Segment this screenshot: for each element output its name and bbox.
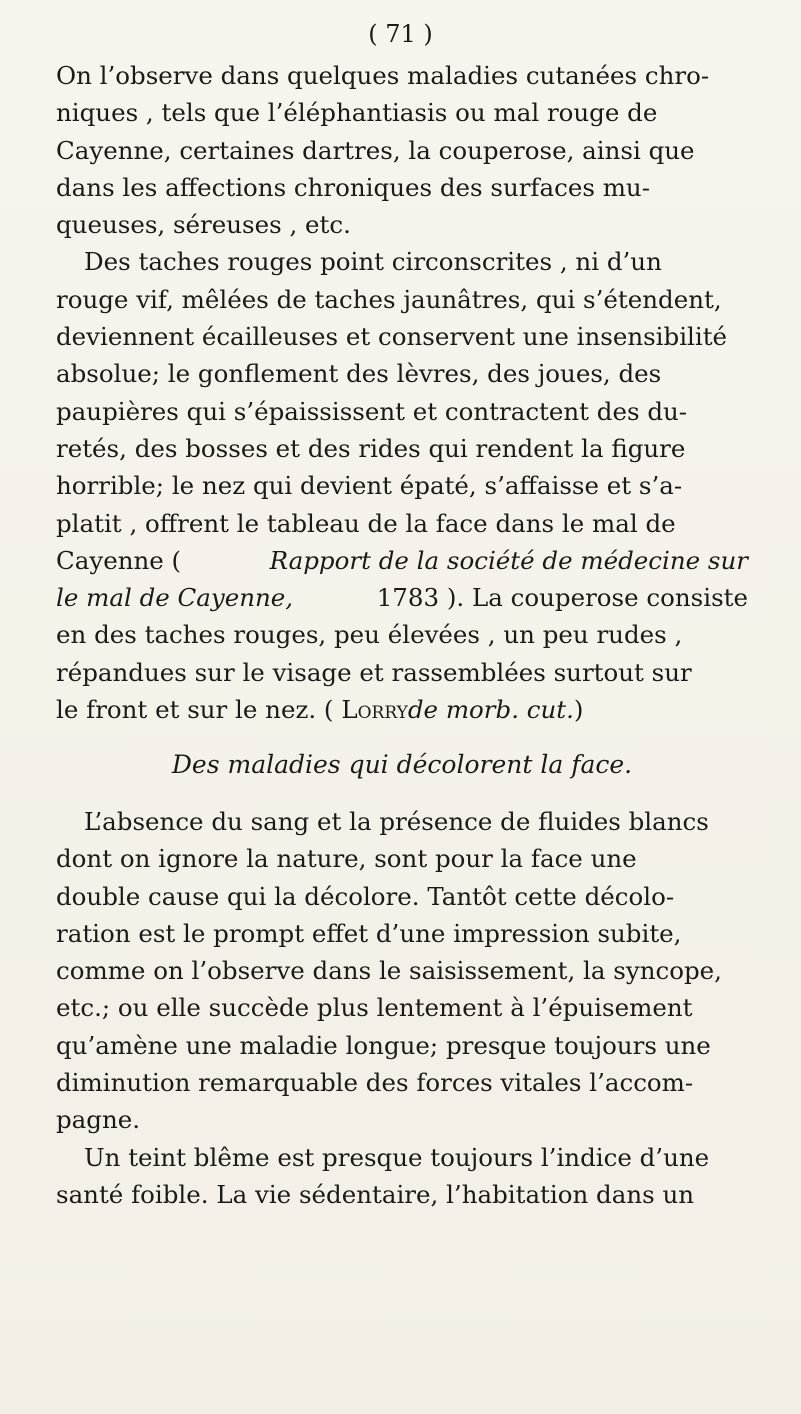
line-text: ) [573,695,584,725]
text-line [56,393,748,430]
text-line [56,989,748,1026]
text-line [56,1176,748,1213]
line-text: le front et sur le nez. ( [56,695,334,725]
line-text: en des taches rouges, peu élevées , un peu rudes , [56,620,683,650]
line-text: niques , tels que l’éléphantiasis ou mal rouge de [56,98,658,128]
text-line [56,952,748,989]
text-line [56,94,748,131]
text-line [56,505,748,542]
citation-title: Rapport de la société de médecine sur [269,545,748,575]
line-text: diminution remarquable des forces vitales l’accom- [56,1068,694,1098]
section-heading: Des maladies qui décolorent la face. [171,750,633,780]
page-number: ( 71 ) [368,20,433,48]
text-line [56,878,748,915]
author-name: Lorry [341,695,408,725]
text-line [56,430,748,467]
text-line [56,281,748,318]
text-line [56,915,748,952]
text-line [56,169,748,206]
line-text: L’absence du sang et la présence de fluides blancs [84,806,709,836]
text-line [56,318,748,355]
line-text: santé foible. La vie sédentaire, l’habitation dans un [56,1179,695,1209]
line-text: retés, des bosses et des rides qui rendent la figure [56,433,686,463]
line-text: absolue; le gonflement des lèvres, des joues, des [56,359,662,389]
text-line [56,1139,748,1176]
text-line [56,355,748,392]
line-text: pagne. [56,1105,141,1135]
text-line [56,579,748,616]
line-text: platit , offrent le tableau de la face dans le mal de [56,508,676,538]
text-line [56,1027,748,1064]
line-text: Des taches rouges point circonscrites , ni d’un [84,247,662,277]
text-line [56,467,748,504]
citation-title: le mal de Cayenne, [56,583,294,613]
text-line [56,132,748,169]
line-text: répandues sur le visage et rassemblées surtout sur [56,657,692,687]
text-line [56,1101,748,1138]
line-text: ration est le prompt effet d’une impression subite, [56,918,682,948]
line-text: double cause qui la décolore. Tantôt cette décolo- [56,881,675,911]
text-line [56,803,748,840]
text-line [56,542,748,579]
text-line [56,206,748,243]
line-text: Un teint blême est presque toujours l’indice d’une [84,1142,710,1172]
line-text: Cayenne ( [56,545,182,575]
text-line [56,57,748,94]
citation-title: de morb. cut. [407,695,574,725]
text-line [56,243,748,280]
line-text: qu’amène une maladie longue; presque toujours une [56,1030,711,1060]
line-text: On l’observe dans quelques maladies cutanées chro- [56,61,710,90]
text-line [56,654,748,691]
page-text [56,57,748,1213]
line-text: queuses, séreuses , etc. [56,210,351,240]
text-line [56,616,748,653]
line-text: deviennent écailleuses et conservent une insensibilité [56,322,728,352]
line-text: comme on l’observe dans le saisissement, la syncope, [56,956,722,986]
line-text: dont on ignore la nature, sont pour la face une [56,844,637,874]
text-line [56,840,748,877]
text-line [56,691,748,728]
line-text: etc.; ou elle succède plus lentement à l’épuisement [56,993,693,1023]
line-text: 1783 ). La couperose consiste [376,583,748,613]
line-text: dans les affections chroniques des surfaces mu- [56,172,650,202]
line-text: rouge vif, mêlées de taches jaunâtres, qui s’étendent, [56,284,722,314]
text-line [56,1064,748,1101]
line-text: horrible; le nez qui devient épaté, s’affaisse et s’a- [56,471,683,501]
line-text: Cayenne, certaines dartres, la couperose, ainsi que [56,135,695,165]
line-text: paupières qui s’épaississent et contractent des du- [56,396,688,426]
